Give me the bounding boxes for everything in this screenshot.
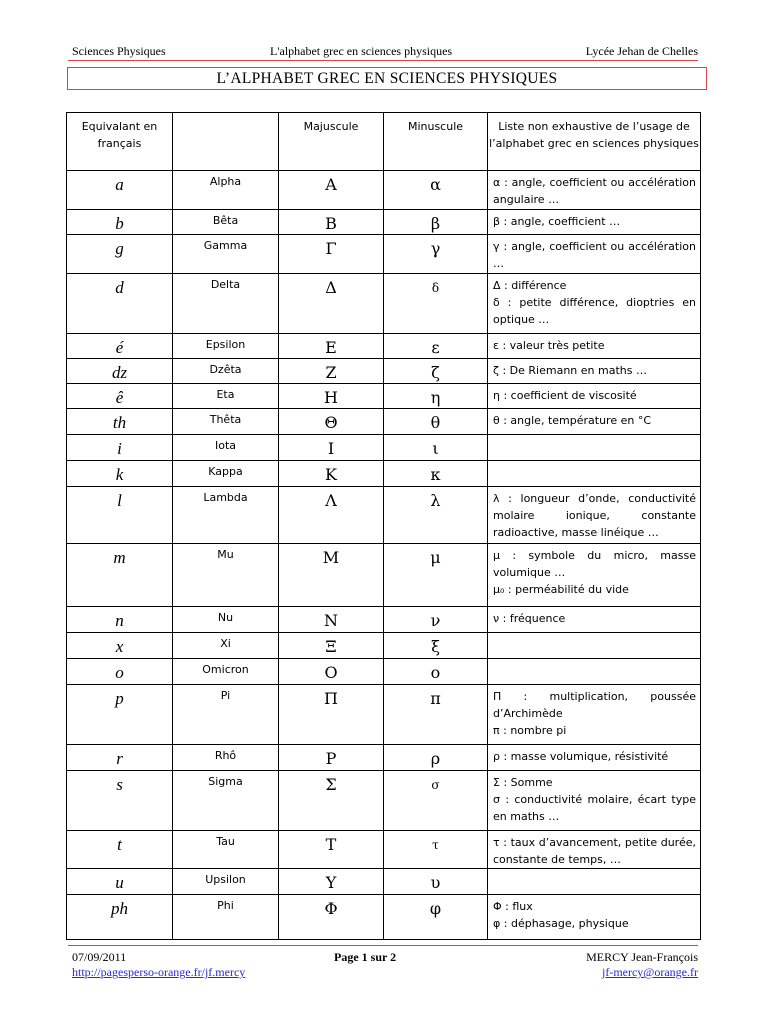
- usage-line: Δ : différence: [493, 279, 567, 292]
- usage-description: [488, 895, 701, 940]
- usage-description: [488, 771, 701, 831]
- table-row: [67, 659, 701, 685]
- lowercase-letter: ο: [384, 659, 488, 685]
- lowercase-letter: β: [384, 210, 488, 235]
- letter-name: Rhô: [173, 745, 279, 771]
- usage-description: [488, 334, 701, 359]
- usage-line: θ : angle, température en °C: [493, 414, 651, 427]
- usage-description: [488, 745, 701, 771]
- lowercase-letter: ξ: [384, 633, 488, 659]
- usage-description: [488, 869, 701, 895]
- header-document-title: L'alphabet grec en sciences physiques: [270, 44, 453, 58]
- uppercase-letter: Ρ: [279, 745, 384, 771]
- french-equivalent: t: [67, 831, 173, 869]
- lowercase-letter: φ: [384, 895, 488, 940]
- table-row: [67, 633, 701, 659]
- letter-name: Sigma: [173, 771, 279, 831]
- column-header-french: Equivalant en français: [67, 113, 173, 171]
- usage-description: [488, 409, 701, 435]
- french-equivalent: x: [67, 633, 173, 659]
- french-equivalent: o: [67, 659, 173, 685]
- uppercase-letter: Α: [279, 171, 384, 210]
- table-row: [67, 831, 701, 869]
- table-row: [67, 607, 701, 633]
- french-equivalent: b: [67, 210, 173, 235]
- uppercase-letter: Ε: [279, 334, 384, 359]
- footer-date: 07/09/2011: [72, 950, 127, 964]
- column-header-name: [173, 113, 279, 171]
- french-equivalent: i: [67, 435, 173, 461]
- usage-line: ρ : masse volumique, résistivité: [493, 750, 669, 763]
- french-equivalent: k: [67, 461, 173, 487]
- lowercase-letter: ε: [384, 334, 488, 359]
- table-row: [67, 461, 701, 487]
- letter-name: Alpha: [173, 171, 279, 210]
- footer-page-number: Page 1 sur 2: [334, 950, 397, 964]
- header-divider: [68, 60, 698, 61]
- uppercase-letter: Ξ: [279, 633, 384, 659]
- uppercase-letter: Υ: [279, 869, 384, 895]
- usage-description: [488, 685, 701, 745]
- lowercase-letter: ζ: [384, 359, 488, 384]
- uppercase-letter: Κ: [279, 461, 384, 487]
- lowercase-letter: π: [384, 685, 488, 745]
- table-row: [67, 409, 701, 435]
- usage-description: [488, 487, 701, 544]
- french-equivalent: d: [67, 274, 173, 334]
- french-equivalent: n: [67, 607, 173, 633]
- uppercase-letter: Ι: [279, 435, 384, 461]
- usage-description: [488, 274, 701, 334]
- uppercase-letter: Σ: [279, 771, 384, 831]
- letter-name: Gamma: [173, 235, 279, 274]
- usage-line: Φ : flux: [493, 900, 533, 913]
- column-header-usage: Liste non exhaustive de l’usage de l’alphabet grec en sciences physiques: [488, 113, 701, 171]
- letter-name: Xi: [173, 633, 279, 659]
- uppercase-letter: Δ: [279, 274, 384, 334]
- uppercase-letter: Β: [279, 210, 384, 235]
- uppercase-letter: Τ: [279, 831, 384, 869]
- lowercase-letter: τ: [384, 831, 488, 869]
- lowercase-letter: δ: [384, 274, 488, 334]
- usage-description: [488, 544, 701, 607]
- lowercase-letter: ρ: [384, 745, 488, 771]
- usage-line: δ : petite différence, dioptries en optique …: [493, 296, 696, 326]
- usage-description: [488, 384, 701, 409]
- french-equivalent: dz: [67, 359, 173, 384]
- table-row: [67, 435, 701, 461]
- lowercase-letter: υ: [384, 869, 488, 895]
- table-row: [67, 274, 701, 334]
- lowercase-letter: λ: [384, 487, 488, 544]
- page-header: [68, 44, 698, 60]
- uppercase-letter: Γ: [279, 235, 384, 274]
- table-row: [67, 384, 701, 409]
- table-row: [67, 544, 701, 607]
- usage-description: [488, 831, 701, 869]
- letter-name: Mu: [173, 544, 279, 607]
- usage-line: ζ : De Riemann en maths …: [493, 364, 647, 377]
- greek-alphabet-table: [66, 112, 701, 940]
- lowercase-letter: α: [384, 171, 488, 210]
- letter-name: Omicron: [173, 659, 279, 685]
- french-equivalent: m: [67, 544, 173, 607]
- header-subject: Sciences Physiques: [72, 44, 166, 58]
- uppercase-letter: Η: [279, 384, 384, 409]
- french-equivalent: th: [67, 409, 173, 435]
- footer-author: MERCY Jean-François: [586, 950, 698, 964]
- lowercase-letter: ν: [384, 607, 488, 633]
- uppercase-letter: Μ: [279, 544, 384, 607]
- footer-website-link[interactable]: http://pagesperso-orange.fr/jf.mercy: [72, 965, 246, 979]
- usage-line: α : angle, coefficient ou accélération angulaire …: [493, 176, 696, 206]
- letter-name: Nu: [173, 607, 279, 633]
- usage-description: [488, 659, 701, 685]
- table-header-row: [67, 113, 701, 171]
- usage-line: β : angle, coefficient …: [493, 215, 621, 228]
- footer-divider: [68, 945, 698, 946]
- lowercase-letter: η: [384, 384, 488, 409]
- french-equivalent: l: [67, 487, 173, 544]
- lowercase-letter: σ: [384, 771, 488, 831]
- header-school: Lycée Jehan de Chelles: [585, 44, 698, 58]
- french-equivalent: g: [67, 235, 173, 274]
- table-row: [67, 895, 701, 940]
- lowercase-letter: γ: [384, 235, 488, 274]
- table-row: [67, 171, 701, 210]
- usage-line: ε : valeur très petite: [493, 339, 605, 352]
- table-row: [67, 235, 701, 274]
- usage-line: Σ : Somme: [493, 776, 553, 789]
- french-equivalent: p: [67, 685, 173, 745]
- footer-email-link[interactable]: jf-mercy@orange.fr: [602, 965, 698, 979]
- uppercase-letter: Φ: [279, 895, 384, 940]
- usage-description: [488, 235, 701, 274]
- letter-name: Bêta: [173, 210, 279, 235]
- letter-name: Lambda: [173, 487, 279, 544]
- table-row: [67, 334, 701, 359]
- table-row: [67, 869, 701, 895]
- letter-name: Tau: [173, 831, 279, 869]
- lowercase-letter: θ: [384, 409, 488, 435]
- letter-name: Delta: [173, 274, 279, 334]
- usage-description: [488, 435, 701, 461]
- french-equivalent: u: [67, 869, 173, 895]
- letter-name: Thêta: [173, 409, 279, 435]
- column-header-uppercase: Majuscule: [279, 113, 384, 171]
- usage-line: μ : symbole du micro, masse volumique …: [493, 549, 696, 579]
- letter-name: Kappa: [173, 461, 279, 487]
- letter-name: Pi: [173, 685, 279, 745]
- table-row: [67, 210, 701, 235]
- french-equivalent: é: [67, 334, 173, 359]
- usage-line: γ : angle, coefficient ou accélération …: [493, 240, 696, 270]
- lowercase-letter: κ: [384, 461, 488, 487]
- table-row: [67, 745, 701, 771]
- uppercase-letter: Θ: [279, 409, 384, 435]
- usage-line: π : nombre pi: [493, 724, 567, 737]
- uppercase-letter: Ζ: [279, 359, 384, 384]
- usage-description: [488, 607, 701, 633]
- uppercase-letter: Λ: [279, 487, 384, 544]
- page-title: L’ALPHABET GREC EN SCIENCES PHYSIQUES: [67, 67, 707, 90]
- usage-line: τ : taux d’avancement, petite durée, constante de temps, …: [493, 836, 696, 866]
- usage-description: [488, 461, 701, 487]
- letter-name: Epsilon: [173, 334, 279, 359]
- lowercase-letter: μ: [384, 544, 488, 607]
- lowercase-letter: ι: [384, 435, 488, 461]
- uppercase-letter: Ν: [279, 607, 384, 633]
- letter-name: Upsilon: [173, 869, 279, 895]
- letter-name: Phi: [173, 895, 279, 940]
- usage-line: μ₀ : perméabilité du vide: [493, 583, 629, 596]
- usage-description: [488, 171, 701, 210]
- uppercase-letter: Ο: [279, 659, 384, 685]
- letter-name: Eta: [173, 384, 279, 409]
- usage-line: σ : conductivité molaire, écart type en maths …: [493, 793, 696, 823]
- french-equivalent: ph: [67, 895, 173, 940]
- usage-line: Π : multiplication, poussée d’Archimède: [493, 690, 696, 720]
- table-row: [67, 685, 701, 745]
- french-equivalent: s: [67, 771, 173, 831]
- french-equivalent: ê: [67, 384, 173, 409]
- column-header-lowercase: Minuscule: [384, 113, 488, 171]
- usage-description: [488, 210, 701, 235]
- table-row: [67, 487, 701, 544]
- french-equivalent: r: [67, 745, 173, 771]
- letter-name: Dzêta: [173, 359, 279, 384]
- usage-line: φ : déphasage, physique: [493, 917, 629, 930]
- table-row: [67, 359, 701, 384]
- usage-description: [488, 633, 701, 659]
- letter-name: Iota: [173, 435, 279, 461]
- french-equivalent: a: [67, 171, 173, 210]
- usage-line: λ : longueur d’onde, conductivité molaire ionique, constante radioactive, masse linéique …: [493, 492, 696, 539]
- uppercase-letter: Π: [279, 685, 384, 745]
- usage-description: [488, 359, 701, 384]
- usage-line: η : coefficient de viscosité: [493, 389, 637, 402]
- table-row: [67, 771, 701, 831]
- usage-line: ν : fréquence: [493, 612, 566, 625]
